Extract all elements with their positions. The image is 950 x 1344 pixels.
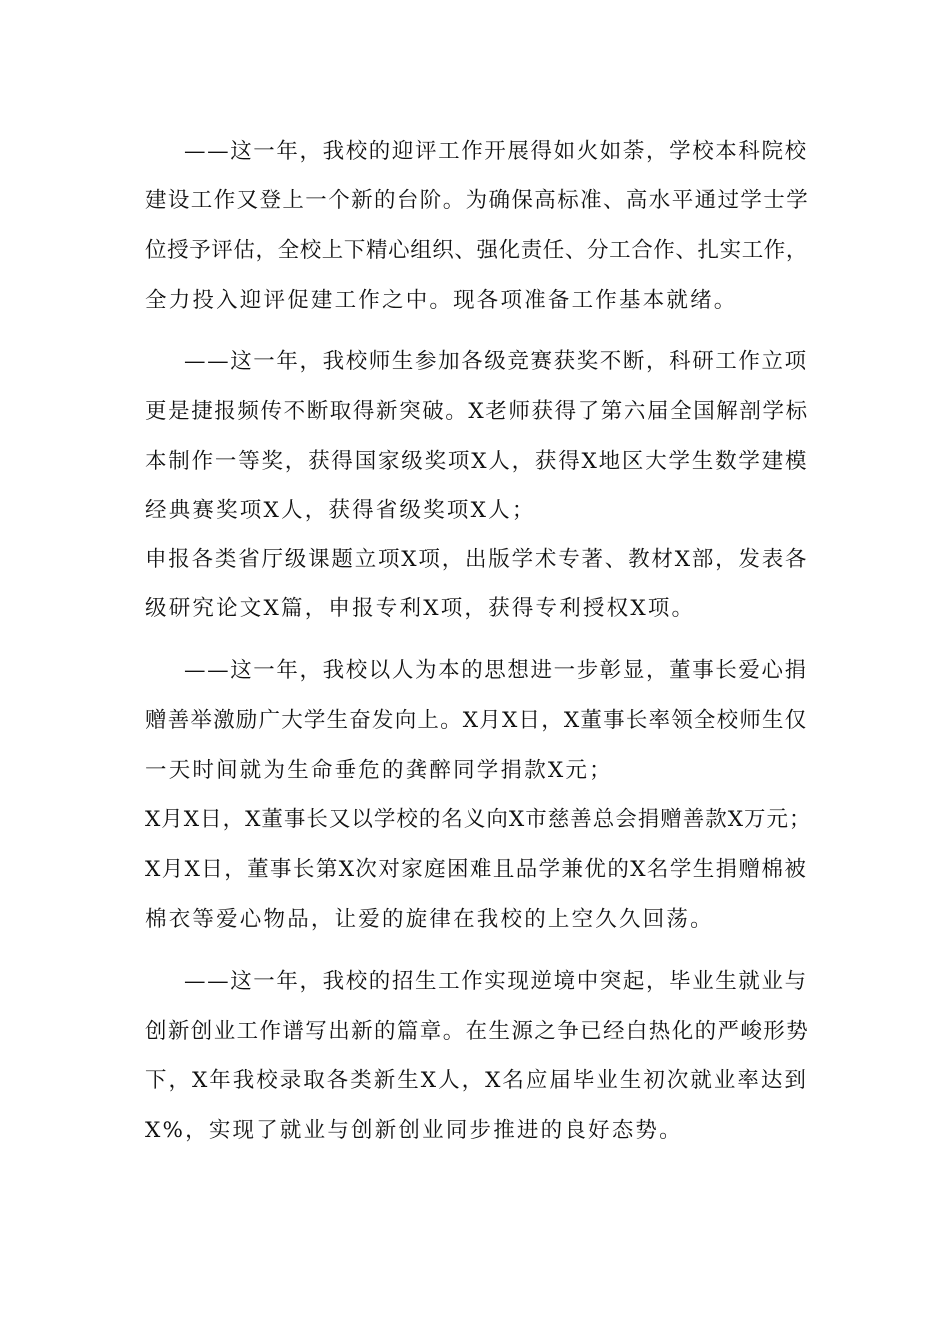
paragraph-3-line-4: X月X日，X董事长又以学校的名义向X市慈善总会捐赠善款X万元； [145,807,812,832]
paragraph-2-line-4: 经典赛奖项X人，获得省级奖项X人； [145,498,536,523]
paragraph-1-line-1: ——这一年，我校的迎评工作开展得如火如荼，学校本科院校 [184,139,808,164]
paragraph-2-line-3: 本制作一等奖，获得国家级奖项X人，获得X地区大学生数学建模 [145,449,809,474]
paragraph-1-line-4: 全力投入迎评促建工作之中。现各项准备工作基本就绪。 [145,288,738,313]
paragraph-3-line-5: X月X日，董事长第X次对家庭困难且品学兼优的X名学生捐赠棉被 [145,857,808,882]
paragraph-4-line-4: X%，实现了就业与创新创业同步推进的良好态势。 [145,1118,683,1143]
paragraph-2-line-2: 更是捷报频传不断取得新突破。X老师获得了第六届全国解剖学标 [145,399,809,424]
paragraph-2-line-6: 级研究论文X篇，申报专利X项，获得专利授权X项。 [145,596,696,621]
paragraph-4-line-3: 下，X年我校录取各类新生X人，X名应届毕业生初次就业率达到 [145,1068,808,1093]
paragraph-2-line-5: 申报各类省厅级课题立项X项，出版学术专著、教材X部，发表各 [145,547,809,572]
paragraph-2-line-1: ——这一年，我校师生参加各级竞赛获奖不断，科研工作立项 [184,349,808,374]
paragraph-3-line-1: ——这一年，我校以人为本的思想进一步彰显，董事长爱心捐 [184,658,808,683]
paragraph-1-line-3: 位授予评估，全校上下精心组织、强化责任、分工合作、扎实工作， [145,238,809,263]
paragraph-3-line-2: 赠善举激励广大学生奋发向上。X月X日，X董事长率领全校师生仅 [145,708,808,733]
paragraph-3-line-6: 棉衣等爱心物品，让爱的旋律在我校的上空久久回荡。 [145,907,714,932]
paragraph-1-line-2: 建设工作又登上一个新的台阶。为确保高标准、高水平通过学士学 [145,188,810,213]
paragraph-3-line-3: 一天时间就为生命垂危的龚醉同学捐款X元； [145,758,613,783]
paragraph-4-line-2: 创新创业工作谱写出新的篇章。在生源之争已经白热化的严峻形势 [145,1019,810,1044]
paragraph-4-line-1: ——这一年，我校的招生工作实现逆境中突起，毕业生就业与 [184,969,808,994]
